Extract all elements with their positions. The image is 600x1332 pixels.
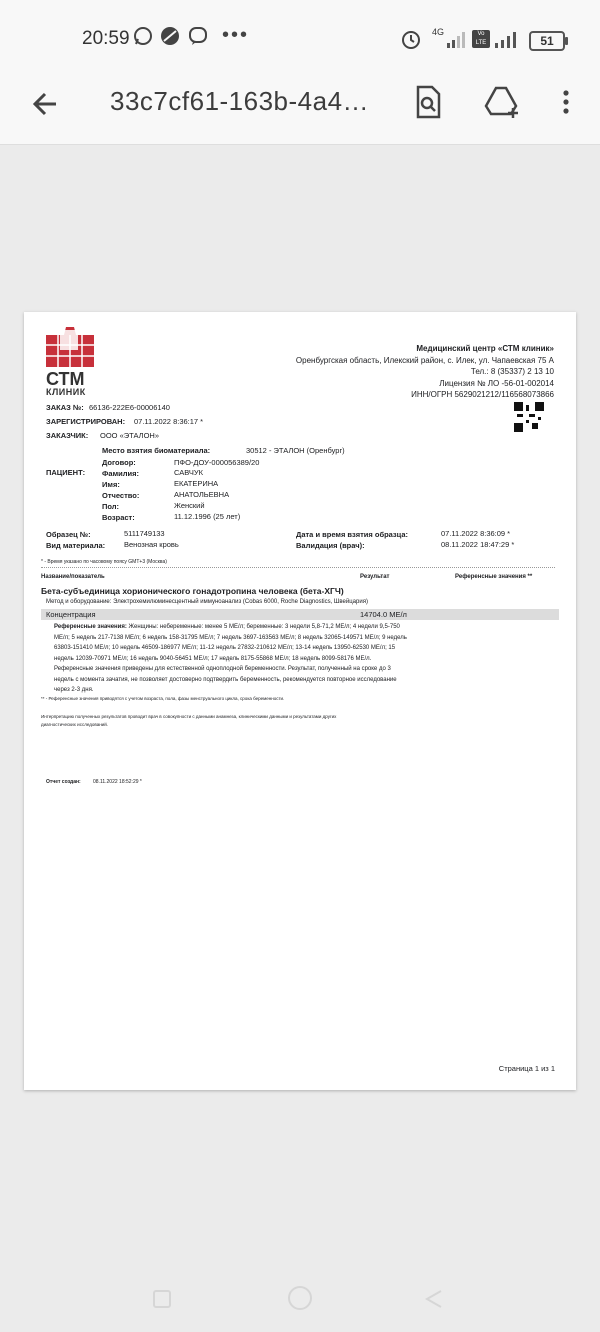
material-value: Венозная кровь [124, 540, 179, 549]
test-title: Бета-субъединица хорионического гонадотропина человека (бета-ХГЧ) [41, 586, 344, 596]
clinic-logo [46, 327, 94, 367]
result-row-name: Концентрация [46, 610, 96, 619]
result-row [41, 609, 559, 620]
registered-label: ЗАРЕГИСТРИРОВАН: [46, 417, 126, 426]
patient-field-value: САВЧУК [174, 468, 204, 477]
back-arrow-icon[interactable] [28, 86, 64, 122]
patient-label: ПАЦИЕНТ: [46, 468, 86, 477]
result-row-value: 14704.0 МЕ/л [360, 610, 407, 619]
more-notifications-icon: ••• [222, 24, 250, 46]
method-text: Метод и оборудование: Электрохемилюминесцентный иммуноанализ (Cobas 6000, Roche Diagnostics, Швейцария) [46, 599, 368, 605]
reference-line: через 2-3 дня. [54, 687, 94, 693]
logo-text-ctm: СТМ [46, 369, 85, 389]
patient-field-value: АНАТОЛЬЕВНА [174, 490, 230, 499]
clinic-address: Оренбургская область, Илекский район, с. Илек, ул. Чапаевская 75 А [295, 355, 554, 365]
patient-field-value: Женский [174, 501, 205, 510]
more-options-icon[interactable] [556, 84, 576, 120]
signal-icon [446, 30, 468, 48]
sample-date-value: 07.11.2022 8:36:09 * [441, 529, 511, 538]
timezone-note: * - Время указано по часовому поясу GMT+3 (Москва) [41, 559, 167, 565]
back-nav-icon[interactable] [424, 1289, 444, 1309]
patient-field-value: ПФО-ДОУ-000056389/20 [174, 458, 260, 467]
reference-footnote: ** - Референсные значения приводятся с учетом возраста, пола, фазы менструального цикла, срока беременности. [41, 696, 285, 701]
header-name: Название/показатель [41, 574, 105, 580]
interpretation-note: Интерпретацию полученных результатов проводит врач в совокупности с данными анамнеза, клиническими данными и результатами других диагностических исследований. [41, 714, 337, 727]
volte-badge: Vo LTE [472, 30, 490, 48]
divider [41, 567, 555, 568]
header-reference: Референсные значения ** [455, 574, 533, 580]
reference-label: Референсные значения: [54, 624, 127, 630]
patient-field-label: Место взятия биоматериала: [102, 446, 211, 455]
clinic-inn: ИНН/ОГРН 5629021212/116568073866 [411, 390, 554, 399]
page-number: Страница 1 из 1 [498, 1064, 555, 1073]
customer-label: ЗАКАЗЧИК: [46, 431, 89, 440]
sample-value: 5111749133 [124, 529, 165, 538]
order-value: 66136-222E6-00006140 [89, 403, 170, 412]
network-type: 4G [432, 27, 445, 37]
clinic-name: Медицинский центр «СТМ клиник» [416, 344, 554, 353]
report-created-label: Отчет создан: [46, 779, 81, 785]
reference-line: 63803-151410 МЕ/л; 10 недель 46509-186977 МЕ/л; 11-12 недель 27832-210612 МЕ/л; 13-14 недель 13950-62530 МЕ/л; 15 [54, 645, 396, 651]
patient-field-label: Фамилия: [102, 469, 139, 478]
app-bar [0, 78, 600, 145]
document-title: 33c7cf61-163b-4a4… [110, 86, 370, 116]
clinic-license: Лицензия № ЛО -56-01-002014 [439, 378, 554, 388]
qr-code [514, 402, 544, 432]
battery-indicator: 51 [529, 31, 565, 51]
reference-line: Референсные значения: Женщины: небеременные: менее 5 МЕ/л; беременные: 3 недели 5,8-71,2 МЕ/л; 4 недели 9,5-750 [54, 624, 400, 630]
search-in-document-icon[interactable] [413, 84, 443, 120]
patient-field-value: ЕКАТЕРИНА [174, 479, 219, 488]
patient-field-value: 11.12.1996 (25 лет) [174, 512, 241, 521]
patient-field-label: Имя: [102, 480, 120, 489]
reference-line: МЕ/л; 5 недель 217-7138 МЕ/л; 6 недель 158-31795 МЕ/л; 7 недель 3697-163563 МЕ/л; 8 недель 32065-149571 МЕ/л; 9 недель [54, 634, 407, 641]
order-label: ЗАКАЗ №: [46, 403, 84, 412]
clock: 20:59 [82, 28, 130, 49]
document-page [24, 312, 576, 1090]
viber-icon [188, 26, 208, 46]
recents-icon[interactable] [152, 1289, 172, 1309]
reference-line: недель с момента зачатия, не позволяет достоверно подтвердить беременность, рекомендуется повторное исследование [54, 676, 397, 683]
clinic-info [296, 343, 554, 401]
reference-line: Референсные значения приведены для естественной одноплодной беременности. Результат, полученный на сроке до 3 [54, 666, 391, 672]
home-icon[interactable] [286, 1284, 314, 1312]
patient-field-label: Отчество: [102, 491, 140, 500]
sample-date-label: Дата и время взятия образца: [296, 530, 409, 539]
logo-text-clinic: КЛИНИК [46, 387, 86, 397]
system-navigation-bar [0, 1262, 600, 1332]
reference-line: недель 12039-70971 МЕ/л; 16 недель 9040-56451 МЕ/л; 17 недель 8175-55868 МЕ/л; 18 недель 8099-58176 МЕ/л. [54, 655, 372, 662]
add-to-drive-icon[interactable] [484, 84, 520, 120]
notification-app-icon [160, 26, 180, 46]
sample-label: Образец №: [46, 530, 91, 539]
customer-value: ООО «ЭТАЛОН» [100, 431, 159, 440]
clinic-phone: Тел.: 8 (35337) 2 13 10 [470, 367, 554, 376]
patient-field-value: 30512 - ЭТАЛОН (Оренбург) [246, 446, 345, 455]
patient-field-label: Пол: [102, 502, 120, 511]
validation-label: Валидация (врач): [296, 541, 365, 550]
patient-field-label: Возраст: [102, 513, 135, 522]
validation-value: 08.11.2022 18:47:29 * [441, 540, 515, 549]
alarm-icon [400, 28, 422, 50]
patient-field-label: Договор: [102, 458, 136, 467]
registered-value: 07.11.2022 8:36:17 * [134, 417, 204, 426]
reference-block [54, 622, 407, 696]
report-created-value: 08.11.2022 18:52:29 * [93, 779, 142, 785]
header-result: Результат [360, 574, 390, 580]
material-label: Вид материала: [46, 541, 106, 550]
whatsapp-icon [133, 26, 153, 46]
signal-icon-2 [494, 30, 522, 48]
status-bar [0, 0, 600, 78]
